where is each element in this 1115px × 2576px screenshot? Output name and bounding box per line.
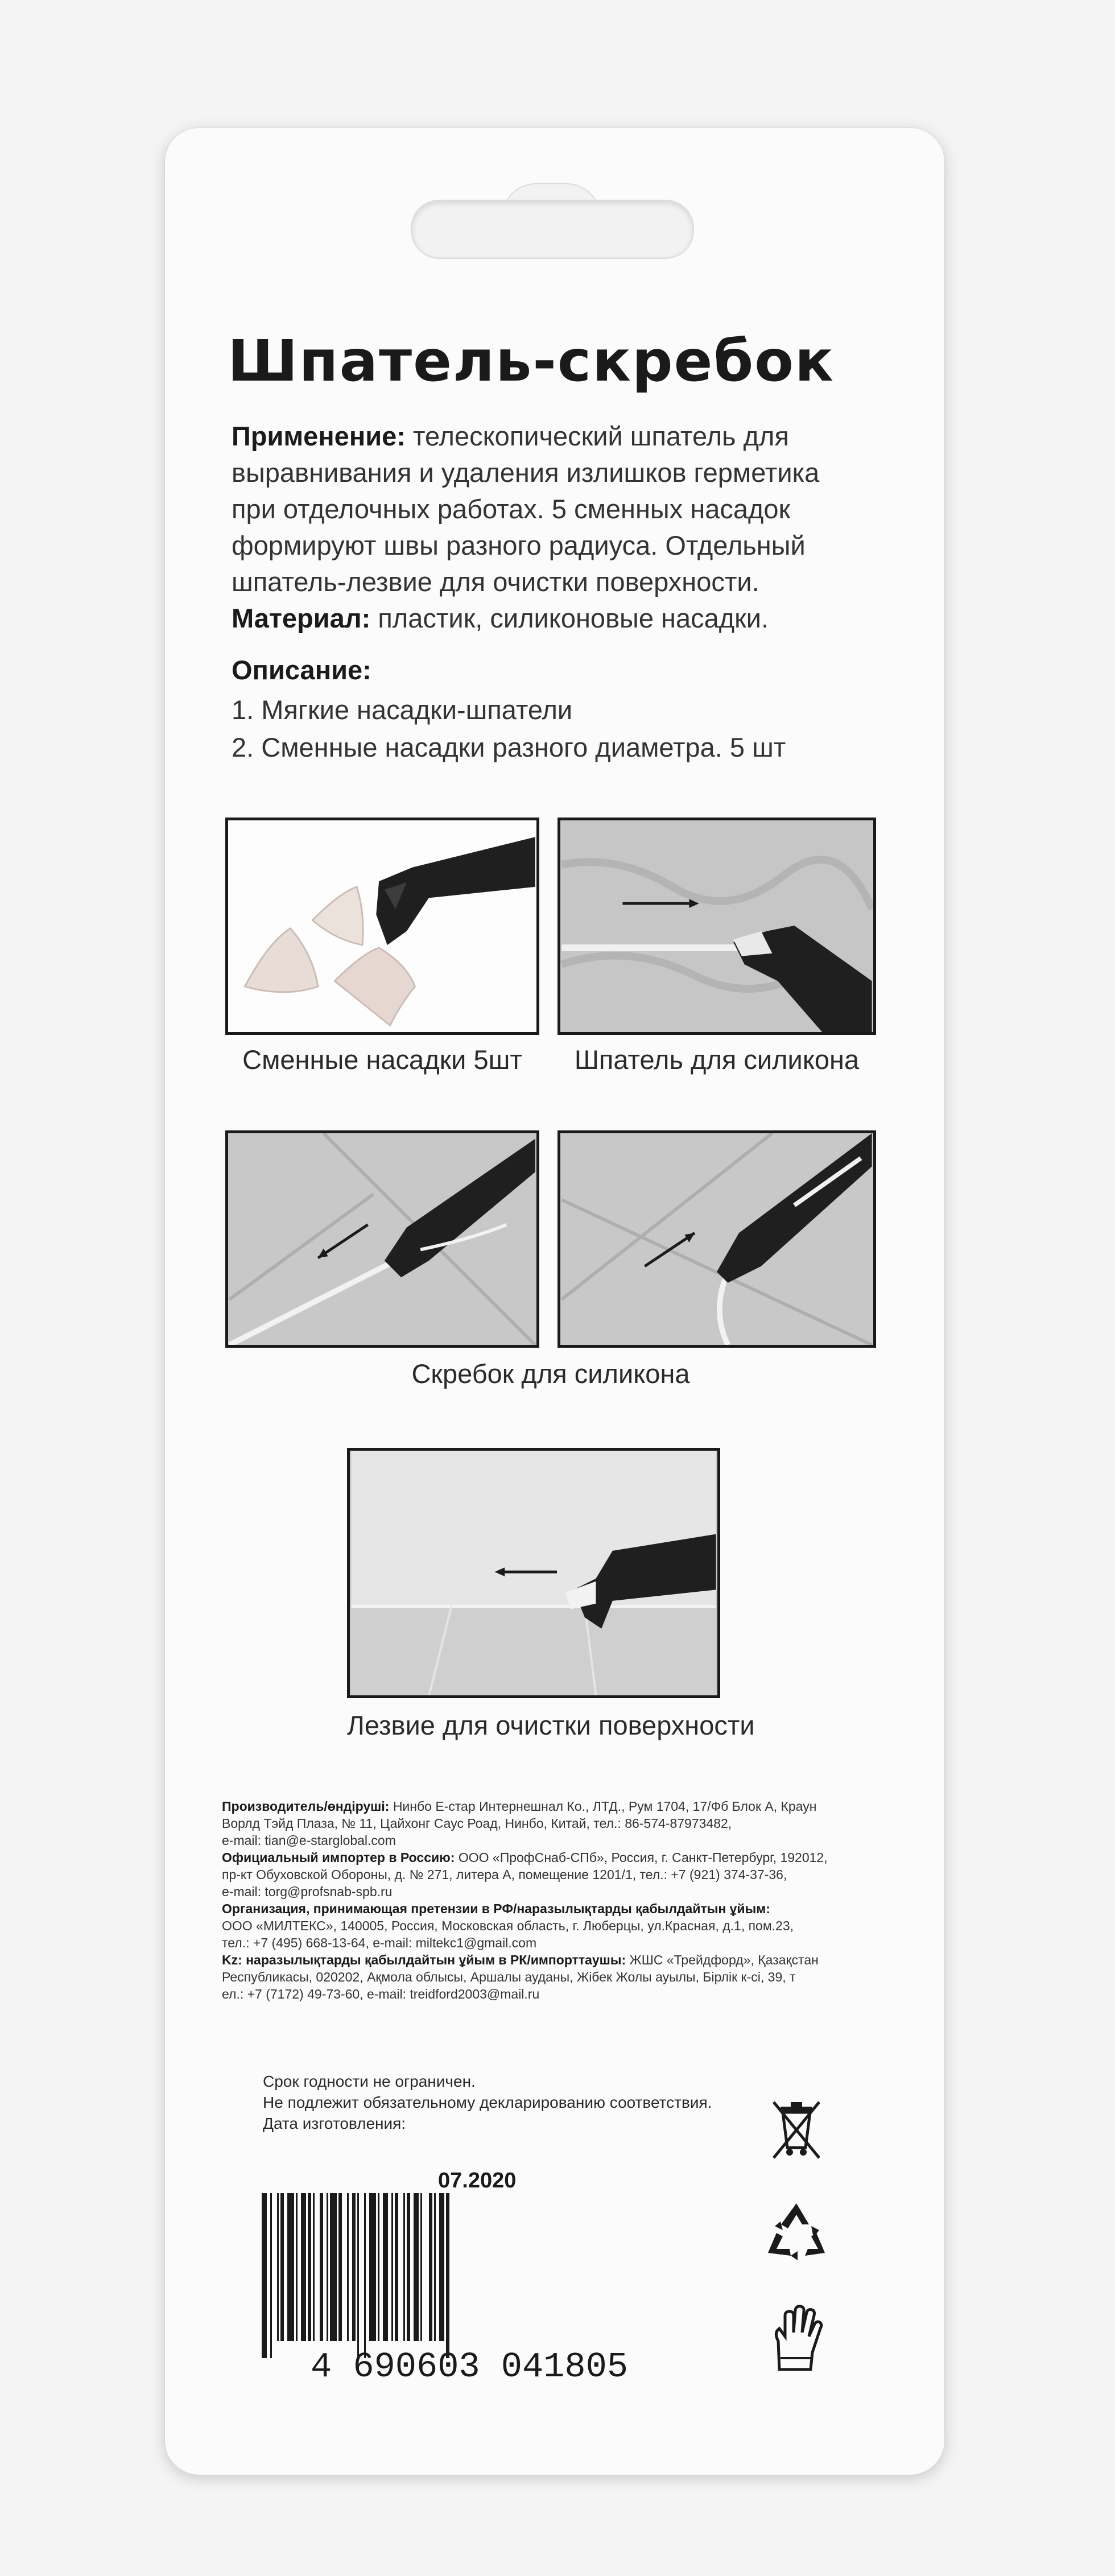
barcode-bar bbox=[277, 2193, 279, 2341]
barcode-bar bbox=[296, 2193, 298, 2341]
description-item: 2. Сменные насадки разного диаметра. 5 шт bbox=[232, 732, 786, 762]
manufacturer-text: e-mail: tian@e-starglobal.com bbox=[222, 1833, 396, 1848]
manufacturer-label: Производитель/өндіруші: bbox=[222, 1799, 390, 1814]
barcode-bar bbox=[352, 2193, 356, 2341]
barcode-bar bbox=[364, 2193, 366, 2358]
shelf-life: Срок годности не ограничен. bbox=[263, 2073, 476, 2090]
barcode-bar bbox=[330, 2193, 337, 2341]
application-text: шпатель-лезвие для очистки поверхности. bbox=[232, 567, 759, 597]
barcode-bar bbox=[301, 2193, 306, 2341]
barcode-bar bbox=[434, 2193, 436, 2341]
declaration-note: Не подлежит обязательному декларированию соответствия. bbox=[263, 2094, 712, 2111]
barcode-bar bbox=[320, 2193, 323, 2341]
caption-spatula: Шпатель для силикона bbox=[574, 1045, 860, 1075]
barcode-bar bbox=[378, 2193, 379, 2341]
barcode-bar bbox=[414, 2193, 419, 2341]
weee-crossed-bin-icon bbox=[762, 2091, 831, 2165]
product-intro bbox=[232, 418, 914, 637]
application-text: выравнивания и удаления излишков герметика bbox=[232, 457, 820, 488]
manufacture-date: 07.2020 bbox=[438, 2169, 517, 2193]
barcode bbox=[239, 2193, 700, 2381]
application-text: телескопический шпатель для bbox=[412, 421, 789, 451]
barcode-bar bbox=[308, 2193, 311, 2341]
product-title: Шпатель-скребок bbox=[228, 328, 835, 394]
importer-label: Официальный импортер в Россию: bbox=[222, 1850, 455, 1865]
barcode-bar bbox=[369, 2193, 376, 2341]
kz-text: ел.: +7 (7172) 49-73-60, e-mail: treidford2003@mail.ru bbox=[222, 1987, 540, 2001]
storage-info bbox=[263, 2071, 712, 2134]
photo-nozzles bbox=[225, 818, 539, 1035]
blade-illustration bbox=[350, 1451, 717, 1695]
importer-text: e-mail: torg@profsnab-spb.ru bbox=[222, 1884, 393, 1899]
material-value: пластик, силиконовые насадки. bbox=[378, 603, 769, 633]
barcode-bar bbox=[280, 2193, 284, 2341]
caption-blade: Лезвие для очистки поверхности bbox=[347, 1710, 755, 1740]
hang-hole bbox=[411, 200, 694, 259]
importer-text: ООО «ПрофСнаб-СПб», Россия, г. Санкт-Петербург, 192012, bbox=[458, 1850, 828, 1865]
manufacturer-text: Ворлд Тэйд Плаза, № 11, Цайхонг Саус Роад, Нинбо, Китай, тел.: 86-574-87973482, bbox=[222, 1816, 732, 1831]
barcode-bar bbox=[383, 2193, 388, 2341]
barcode-bar bbox=[262, 2193, 267, 2358]
barcode-bar bbox=[420, 2193, 422, 2341]
barcode-bars bbox=[239, 2193, 700, 2381]
barcode-bar bbox=[347, 2193, 349, 2341]
application-label: Применение: bbox=[232, 421, 406, 451]
kz-label: Kz: наразылықтарды қабылдайтын ұйым в РК/импорттаушы: bbox=[222, 1952, 626, 1967]
manufacture-date-label: Дата изготовления: bbox=[263, 2115, 406, 2132]
glove-icon bbox=[762, 2301, 831, 2375]
legal-info bbox=[222, 1798, 922, 2003]
caption-nozzles: Сменные насадки 5шт bbox=[242, 1045, 522, 1075]
kz-text: Республикасы, 020202, Ақмола облысы, Аршалы ауданы, Жібек Жолы ауылы, Бірлік к-сі, 39, т bbox=[222, 1970, 796, 1984]
spatula-illustration bbox=[560, 820, 873, 1032]
caption-scraper: Скребок для силикона bbox=[411, 1359, 690, 1389]
application-text: при отделочных работах. 5 сменных насадок bbox=[232, 494, 791, 524]
barcode-bar bbox=[391, 2193, 393, 2341]
description-list bbox=[232, 691, 786, 766]
photo-spatula bbox=[558, 818, 876, 1035]
application-text: формируют швы разного радиуса. Отдельный bbox=[232, 530, 806, 560]
claims-text: ООО «МИЛТЕКС», 140005, Россия, Московская область, г. Люберцы, ул.Красная, д.1, пом.23, bbox=[222, 1918, 794, 1933]
barcode-bar bbox=[446, 2193, 449, 2358]
barcode-bar bbox=[439, 2193, 444, 2341]
barcode-bar bbox=[357, 2193, 359, 2358]
manufacturer-text: Нинбо Е-стар Интернешнал Ко., ЛТД., Рум 1704, 17/Фб Блок А, Краун bbox=[393, 1799, 817, 1814]
barcode-number: 4 690603 041805 bbox=[310, 2347, 629, 2381]
barcode-bar bbox=[407, 2193, 410, 2341]
barcode-bar bbox=[287, 2193, 294, 2341]
nozzles-illustration bbox=[228, 820, 536, 1032]
photo-blade bbox=[347, 1448, 720, 1698]
description-item: 1. Мягкие насадки-шпатели bbox=[232, 695, 573, 725]
barcode-bar bbox=[327, 2193, 328, 2341]
material-label: Материал: bbox=[232, 603, 371, 633]
blister-card bbox=[165, 128, 944, 2475]
claims-text: тел.: +7 (495) 668-13-64, e-mail: miltekc1@gmail.com bbox=[222, 1935, 537, 1950]
scraper-right-illustration bbox=[560, 1133, 873, 1345]
scraper-left-illustration bbox=[228, 1133, 536, 1345]
photo-scraper-left bbox=[225, 1130, 539, 1348]
barcode-bar bbox=[338, 2193, 342, 2341]
barcode-bar bbox=[395, 2193, 398, 2341]
barcode-bar bbox=[270, 2193, 272, 2358]
barcode-bar bbox=[403, 2193, 405, 2341]
importer-text: пр-кт Обуховской Обороны, д. № 271, литера А, помещение 1201/1, тел.: +7 (921) 374-37-36, bbox=[222, 1867, 787, 1882]
claims-label: Организация, принимающая претензии в РФ/наразылықтарды қабылдайтын ұйым: bbox=[222, 1901, 770, 1916]
photo-scraper-right bbox=[558, 1130, 876, 1348]
kz-text: ЖШС «Трейдфорд», Қазақстан bbox=[629, 1952, 819, 1967]
barcode-bar bbox=[429, 2193, 432, 2341]
description-heading: Описание: bbox=[232, 655, 371, 685]
recycle-icon bbox=[762, 2199, 831, 2264]
barcode-bar bbox=[313, 2193, 315, 2341]
